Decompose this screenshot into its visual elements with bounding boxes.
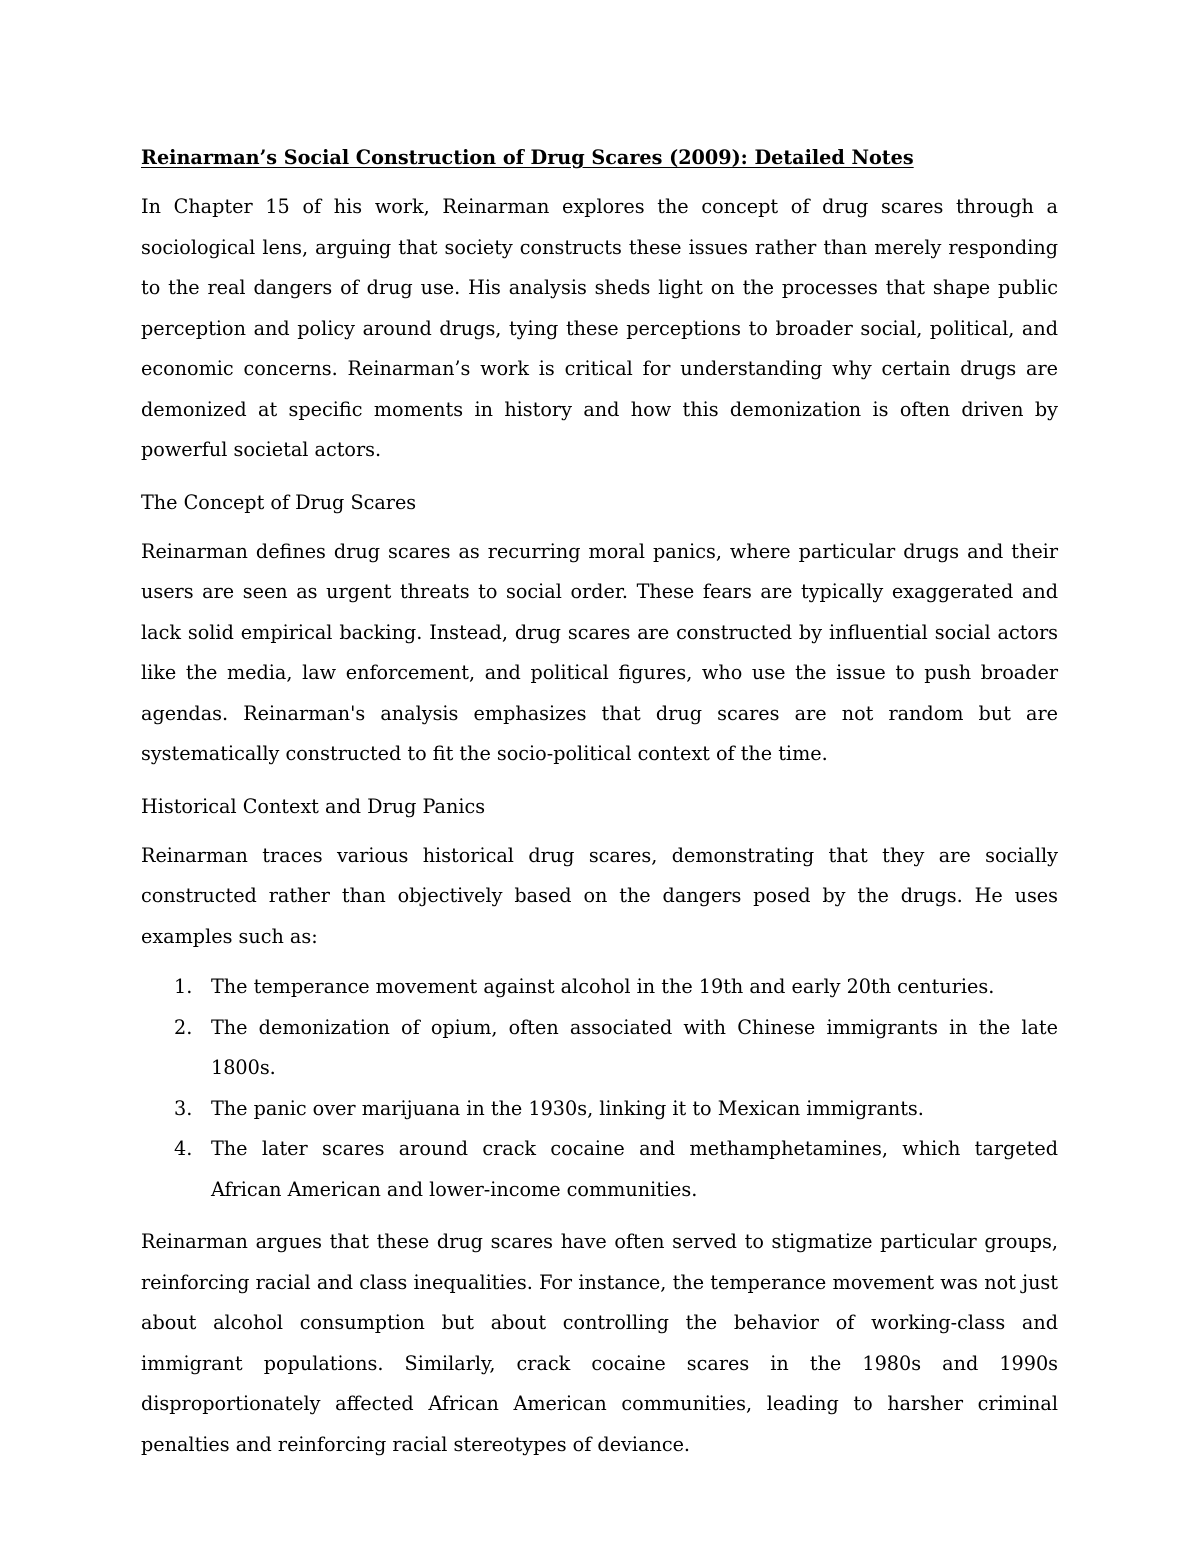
document-title: Reinarman’s Social Construction of Drug Scares (2009): Detailed Notes <box>141 146 914 169</box>
list-text: The temperance movement against alcohol in the 19th and early 20th centuries. <box>211 975 995 998</box>
section-heading-concept: The Concept of Drug Scares <box>141 490 417 514</box>
list-text: The demonization of opium, often associated with Chinese immigrants in the late 1800s. <box>211 1015 1058 1079</box>
list-number: 2. <box>174 1015 193 1039</box>
list-number: 4. <box>174 1137 193 1160</box>
list-text: The later scares around crack cocaine and methamphetamines, which targeted African American and lower-income communities. <box>211 1137 1058 1201</box>
historical-paragraph: Reinarman traces various historical drug scares, demonstrating that they are socially constructed rather than objectively based on the dangers posed by the drugs. He uses examples such as: <box>141 843 1058 948</box>
list-item <box>141 1089 1058 1130</box>
section-heading-historical: Historical Context and Drug Panics <box>141 794 486 818</box>
list-item <box>141 967 1058 1008</box>
concept-paragraph: Reinarman defines drug scares as recurring moral panics, where particular drugs and their users are seen as urgent threats to social order. These fears are typically exaggerated and lack solid empirical backing. Instead, drug scares are constructed by influential social actors like the media, law enforcement, and political figures, who use the issue to push broader agendas. Reinarman's analysis emphasizes that drug scares are not random but are systematically constructed to fit the socio-political context of the time. <box>141 539 1058 765</box>
list-number: 1. <box>174 975 193 998</box>
examples-list <box>141 967 1058 1210</box>
list-text: The panic over marijuana in the 1930s, linking it to Mexican immigrants. <box>211 1096 924 1120</box>
list-item <box>141 1008 1058 1089</box>
list-number: 3. <box>174 1096 193 1120</box>
closing-paragraph: Reinarman argues that these drug scares have often served to stigmatize particular groups, reinforcing racial and class inequalities. For instance, the temperance movement was not just about alcohol consumption but about controlling the behavior of working-class and immigrant populations. Similarly, crack cocaine scares in the 1980s and 1990s disproportionately affected African American communities, leading to harsher criminal penalties and reinforcing racial stereotypes of deviance. <box>141 1230 1058 1456</box>
list-item <box>141 1129 1058 1210</box>
document-page <box>141 142 1058 1465</box>
intro-paragraph: In Chapter 15 of his work, Reinarman explores the concept of drug scares through a sociological lens, arguing that society constructs these issues rather than merely responding to the real dangers of drug use. His analysis sheds light on the processes that shape public perception and policy around drugs, tying these perceptions to broader social, political, and economic concerns. Reinarman’s work is critical for understanding why certain drugs are demonized at specific moments in history and how this demonization is often driven by powerful societal actors. <box>141 195 1058 461</box>
